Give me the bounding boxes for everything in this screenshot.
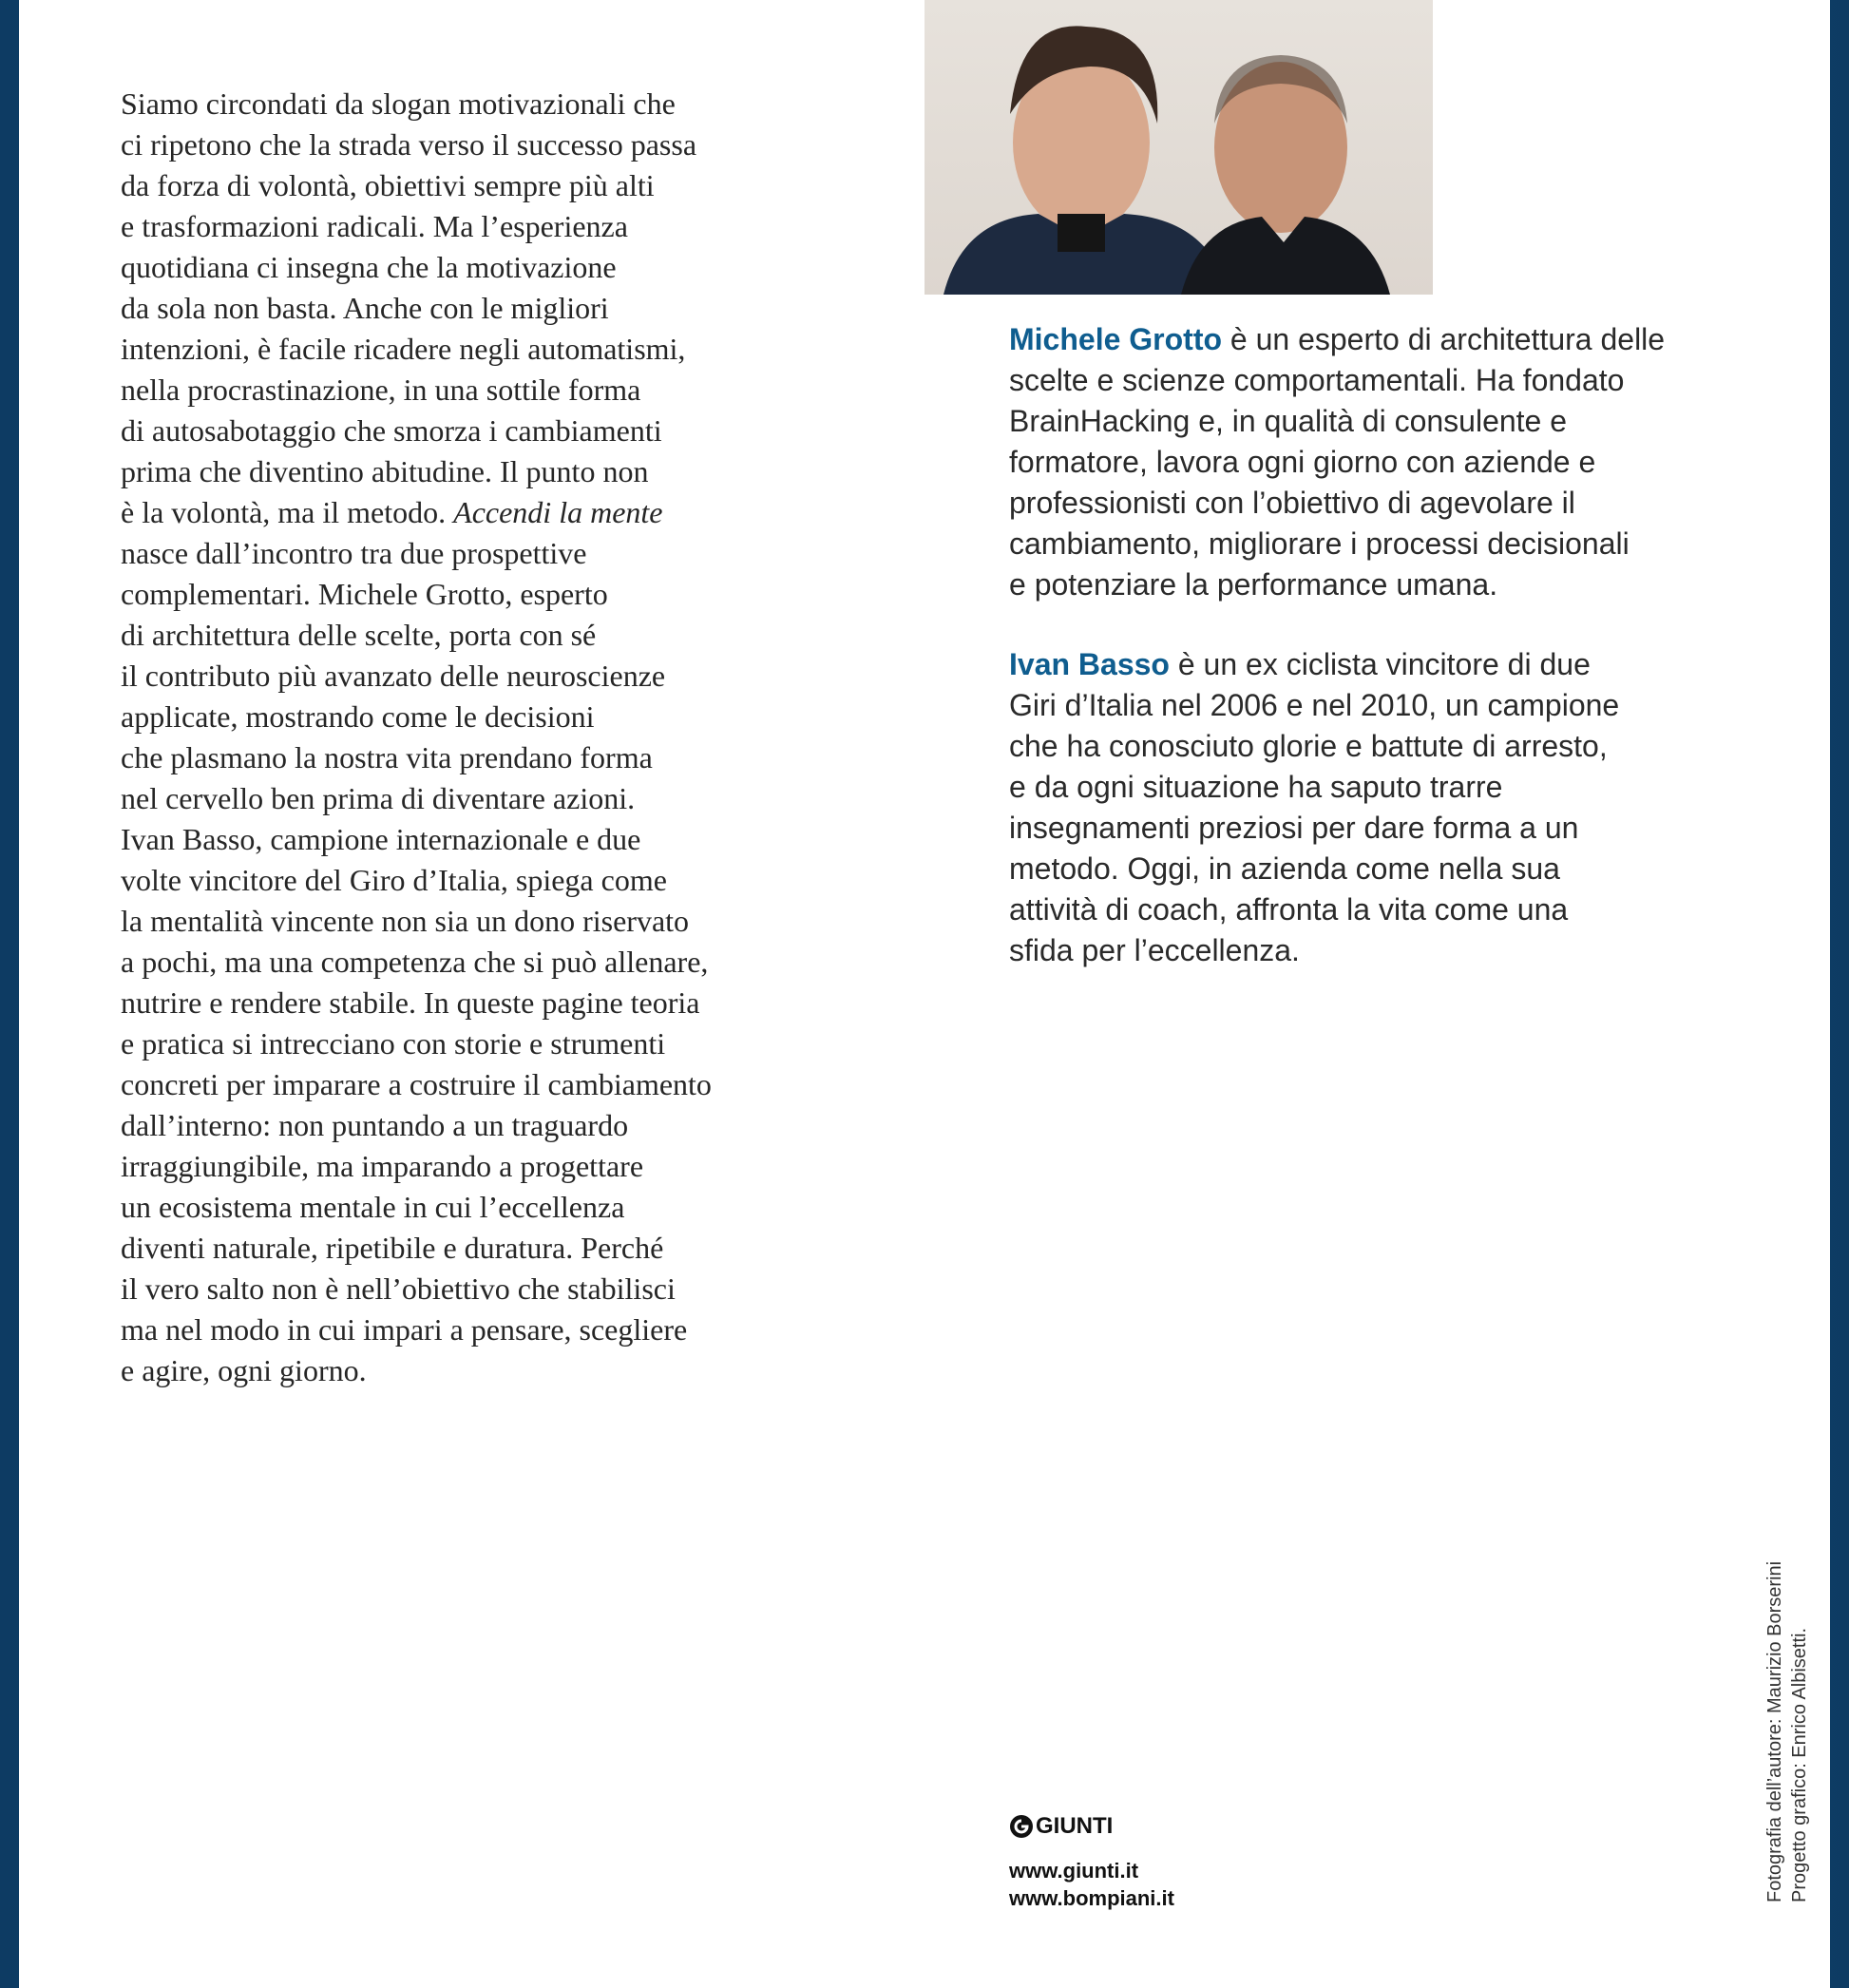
blurb-line: la mentalità vincente non sia un dono riservato: [121, 904, 690, 938]
blurb-line: [121, 492, 881, 533]
blurb-line: il contributo più avanzato delle neuroscienze: [121, 659, 666, 693]
blurb-line: e pratica si intrecciano con storie e strumenti: [121, 1026, 666, 1061]
blurb-line: da sola non basta. Anche con le migliori: [121, 291, 609, 325]
book-title: Accendi la mente: [453, 495, 663, 529]
author-bio-basso: [1009, 644, 1788, 971]
bio-line: BrainHacking e, in qualità di consulente e: [1009, 404, 1568, 438]
blurb-line: di architettura delle scelte, porta con sé: [121, 618, 597, 652]
blurb-line: di autosabotaggio che smorza i cambiamenti: [121, 413, 662, 448]
blurb-line: prima che diventino abitudine. Il punto non: [121, 454, 649, 488]
giunti-logo-icon: [1009, 1814, 1034, 1839]
bio-line: metodo. Oggi, in azienda come nella sua: [1009, 851, 1560, 886]
back-cover-blurb: [121, 84, 881, 1391]
blurb-line: il vero salto non è nell’obiettivo che stabilisci: [121, 1271, 676, 1306]
back-cover-panel: [19, 0, 1830, 1988]
bio-line: scelte e scienze comportamentali. Ha fondato: [1009, 363, 1625, 397]
blurb-line: un ecosistema mentale in cui l’eccellenza: [121, 1190, 625, 1224]
bio-text: è un ex ciclista vincitore di due: [1169, 647, 1591, 681]
blurb-line: nella procrastinazione, in una sottile forma: [121, 373, 641, 407]
blurb-line: Ivan Basso, campione internazionale e due: [121, 822, 641, 856]
bio-line: che ha conosciuto glorie e battute di arresto,: [1009, 729, 1608, 763]
blurb-text: è la volontà, ma il metodo.: [121, 495, 447, 529]
bio-line: [1009, 644, 1788, 685]
bio-line: professionisti con l’obiettivo di agevolare il: [1009, 486, 1575, 520]
publisher-name: GIUNTI: [1036, 1813, 1114, 1839]
bio-line: formatore, lavora ogni giorno con aziende e: [1009, 445, 1596, 479]
blurb-line: diventi naturale, ripetibile e duratura. Perché: [121, 1231, 664, 1265]
bio-line: [1009, 319, 1788, 360]
blurb-line: e trasformazioni radicali. Ma l’esperienza: [121, 209, 628, 243]
authors-photo: [924, 0, 1433, 295]
blurb-line: intenzioni, è facile ricadere negli automatismi,: [121, 332, 686, 366]
bio-line: attività di coach, affronta la vita come una: [1009, 892, 1569, 927]
design-credit: Progetto grafico: Enrico Albisetti.: [1789, 1627, 1810, 1902]
blurb-line: complementari. Michele Grotto, esperto: [121, 577, 608, 611]
blurb-line: Siamo circondati da slogan motivazionali che: [121, 86, 676, 121]
blurb-line: applicate, mostrando come le decisioni: [121, 699, 595, 734]
author-name: Ivan Basso: [1009, 647, 1170, 681]
blurb-line: quotidiana ci insegna che la motivazione: [121, 250, 617, 284]
blurb-line: da forza di volontà, obiettivi sempre più alti: [121, 168, 655, 202]
bio-text: è un esperto di architettura delle: [1222, 322, 1666, 356]
blurb-line: nasce dall’incontro tra due prospettive: [121, 536, 587, 570]
blurb-line: ci ripetono che la strada verso il successo passa: [121, 127, 697, 162]
blurb-line: a pochi, ma una competenza che si può allenare,: [121, 945, 709, 979]
authors-photo-illustration: [924, 0, 1433, 295]
publisher-urls: [1009, 1857, 1174, 1912]
bio-line: insegnamenti preziosi per dare forma a un: [1009, 811, 1579, 845]
bio-line: Giri d’Italia nel 2006 e nel 2010, un campione: [1009, 688, 1620, 722]
bio-line: cambiamento, migliorare i processi decisionali: [1009, 526, 1630, 561]
author-name: Michele Grotto: [1009, 322, 1223, 356]
photo-design-credits: [1763, 1561, 1812, 1902]
bio-line: sfida per l’eccellenza.: [1009, 933, 1300, 967]
bio-line: e potenziare la performance umana.: [1009, 567, 1498, 602]
publisher-url[interactable]: www.bompiani.it: [1009, 1886, 1174, 1910]
blurb-line: dall’interno: non puntando a un traguardo: [121, 1108, 629, 1142]
photo-credit: Fotografia dell’autore: Maurizio Borserini: [1764, 1560, 1785, 1902]
blurb-line: e agire, ogni giorno.: [121, 1353, 367, 1387]
blurb-line: irraggiungibile, ma imparando a progettare: [121, 1149, 644, 1183]
blurb-line: nel cervello ben prima di diventare azioni.: [121, 781, 636, 815]
blurb-line: ma nel modo in cui impari a pensare, scegliere: [121, 1312, 688, 1347]
author-bio-grotto: [1009, 319, 1788, 605]
blurb-line: volte vincitore del Giro d’Italia, spiega come: [121, 863, 667, 897]
publisher-url[interactable]: www.giunti.it: [1009, 1859, 1139, 1883]
blurb-line: che plasmano la nostra vita prendano forma: [121, 740, 653, 774]
bio-line: e da ogni situazione ha saputo trarre: [1009, 770, 1503, 804]
publisher-logo: [1009, 1813, 1113, 1840]
blurb-line: nutrire e rendere stabile. In queste pagine teoria: [121, 985, 700, 1020]
blurb-line: concreti per imparare a costruire il cambiamento: [121, 1067, 712, 1101]
